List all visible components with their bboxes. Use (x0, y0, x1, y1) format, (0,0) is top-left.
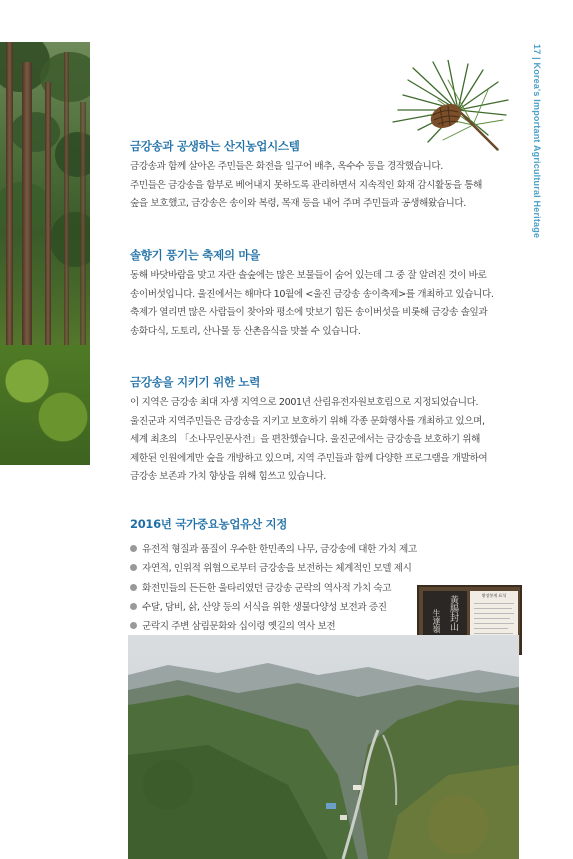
valley-aerial-photo (128, 635, 519, 859)
body-line: 송이버섯입니다. 울진에서는 해마다 10월에 <울진 금강송 송이축제>를 개최하고 있습니다. (130, 288, 494, 300)
body-line: 금강송 보존과 가치 향상을 위해 힘쓰고 있습니다. (130, 471, 326, 482)
bullet-text: 유전적 형질과 품질이 우수한 한민족의 나무, 금강송에 대한 가치 제고 (142, 544, 417, 555)
body-line: 울진군과 지역주민들은 금강송을 지키고 보호하기 위해 각종 문화행사를 개최하고 있으며, (130, 415, 485, 427)
body-line: 금강송과 함께 살아온 주민들은 화전을 일구어 배추, 옥수수 등을 경작했습니다. (130, 161, 443, 172)
forest-photo (0, 42, 90, 465)
bullet-text: 화전민들의 든든한 울타리였던 금강송 군락의 역사적 가치 숙고 (142, 582, 392, 594)
info-board-title: 황장봉계 표석 (481, 593, 507, 598)
bullet-text: 자연적, 인위적 위협으로부터 금강송을 보전하는 체계적인 모델 제시 (142, 563, 412, 575)
bullet-text: 군락지 주변 삼림문화와 십이령 옛길의 역사 보전 (142, 621, 336, 633)
section-body-coexistence (130, 158, 482, 214)
side-title-text: 17 | Korea's Important Agricultural Heritage (532, 44, 542, 239)
side-title (532, 44, 552, 264)
bullet-icon (130, 622, 137, 629)
section-heading-preservation: 금강송을 지키기 위한 노력 (130, 375, 261, 389)
body-line: 제한된 인원에게만 숲을 개방하고 있으며, 지역 주민들과 함께 다양한 프로그램을 개발하여 (130, 452, 488, 464)
body-line: 세계 최초의 「소나무인문사전」을 편찬했습니다. 울진군에서는 금강송을 보호하기 위해 (130, 434, 480, 445)
list-item (130, 617, 417, 636)
body-line: 숲을 보호했고, 금강송은 송이와 복령, 목재 등을 내어 주며 주민들과 공생해왔습니다. (130, 198, 466, 209)
list-item (130, 540, 417, 559)
stone-inscription: 黃腸封山 (448, 595, 458, 631)
pine-cone-illustration (388, 60, 513, 155)
stone-inscription: 生達嶺 (432, 609, 441, 633)
designation-heading: 2016년 국가중요농업유산 지정 (130, 517, 288, 531)
bullet-icon (130, 584, 137, 591)
body-line: 주민들은 금강송을 함부로 베어내지 못하도록 관리하면서 지속적인 화재 감시활동을 통해 (130, 179, 482, 191)
body-line: 이 지역은 금강송 최대 자생 지역으로 2001년 산림유전자원보호림으로 지정되었습니다. (130, 397, 479, 408)
list-item (130, 598, 417, 617)
bullet-icon (130, 603, 137, 610)
list-item (130, 579, 417, 598)
section-heading-coexistence: 금강송과 공생하는 산지농업시스템 (130, 139, 300, 153)
bullet-text: 수달, 담비, 삵, 산양 등의 서식을 위한 생물다양성 보전과 증진 (142, 601, 387, 613)
body-line: 동해 바닷바람을 맞고 자란 솔숲에는 많은 보물들이 숨어 있는데 그 중 잘 알려진 것이 바로 (130, 270, 487, 281)
section-body-preservation (130, 394, 487, 487)
body-line: 송화다식, 도토리, 산나물 등 산촌음식을 맛볼 수 있습니다. (130, 325, 361, 337)
bullet-icon (130, 545, 137, 552)
section-body-festival (130, 267, 494, 341)
list-item (130, 559, 417, 578)
designation-bullet-list (130, 540, 417, 636)
body-line: 축제가 열리면 많은 사람들이 찾아와 평소에 맛보기 힘든 송이버섯을 비롯해 금강송 솔잎과 (130, 307, 488, 318)
bullet-icon (130, 564, 137, 571)
section-heading-festival: 솔향기 풍기는 축제의 마을 (130, 248, 261, 262)
